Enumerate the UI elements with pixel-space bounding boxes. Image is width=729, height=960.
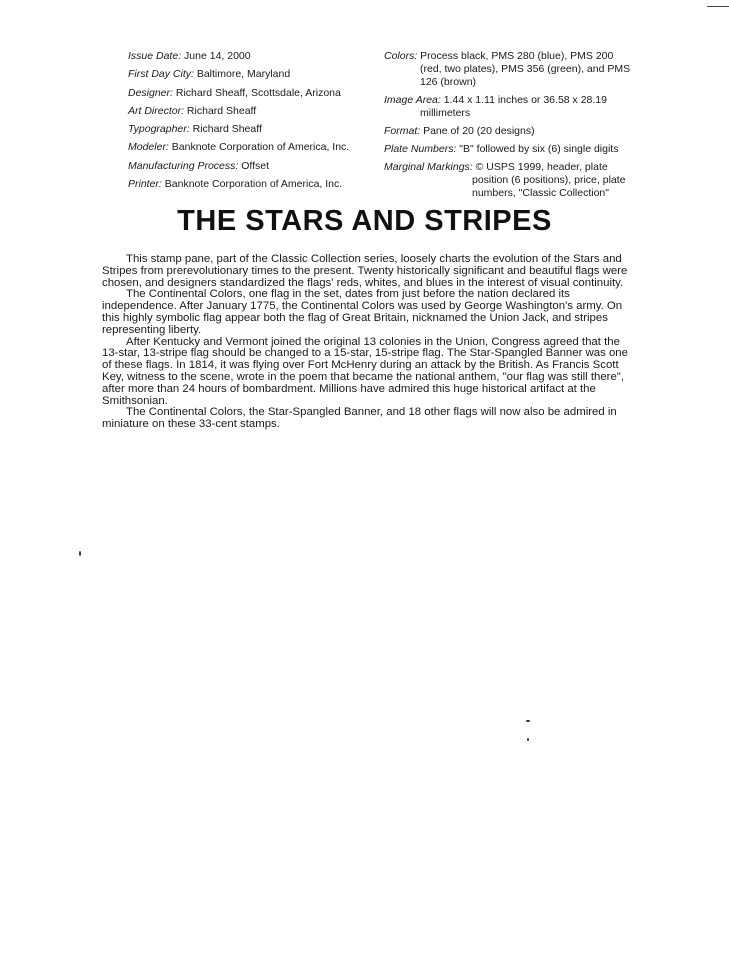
detail-issue-date: Issue Date: June 14, 2000 (128, 50, 251, 62)
scan-speck (527, 738, 529, 741)
detail-format: Format: Pane of 20 (20 designs) (384, 125, 535, 137)
stamp-details-right (384, 50, 634, 205)
paragraph: The Continental Colors, one flag in the set, dates from just before the nation declared its independence. After January 1775, the Continental Colors was used by George Washington's army. On this highly symbolic flag appear both the flag of Great Britain, nicknamed the Union Jack, and stripes representing liberty. (102, 288, 623, 336)
detail-art-director: Art Director: Richard Sheaff (128, 104, 257, 117)
detail-colors: Colors: Process black, PMS 280 (blue), PMS 200 (red, two plates), PMS 356 (green), and PMS 126 (brown) (384, 50, 631, 88)
scan-speck (79, 551, 81, 556)
detail-plate-numbers: Plate Numbers: "B" followed by six (6) single digits (384, 143, 619, 155)
detail-typographer: Typographer: Richard Sheaff (128, 123, 262, 136)
detail-designer: Designer: Richard Sheaff, Scottsdale, Arizona (128, 86, 341, 99)
scan-speck (526, 720, 530, 722)
document-title: THE STARS AND STRIPES (177, 205, 552, 237)
detail-manufacturing-process: Manufacturing Process: Offset (128, 159, 270, 172)
article-body (102, 254, 630, 431)
detail-printer: Printer: Banknote Corporation of America, Inc. (128, 178, 343, 191)
stamp-details-left (128, 50, 368, 196)
detail-first-day-city: First Day City: Baltimore, Maryland (128, 68, 291, 81)
paragraph: The Continental Colors, the Star-Spangled Banner, and 18 other flags will now also be admired in miniature on these 33-cent stamps. (102, 406, 617, 431)
detail-image-area: Image Area: 1.44 x 1.11 inches or 36.58 x 28.19 millimeters (384, 94, 607, 119)
paragraph: After Kentucky and Vermont joined the original 13 colonies in the Union, Congress agreed that the 13-star, 13-stripe flag should be changed to a 15-star, 15-stripe flag. The Star-Spangled Banner was one of these flags. In 1814, it was flying over Fort McHenry during an attack by the British. As Francis Scott Key, witness to the scene, wrote in the poem that became the national anthem, "our flag was still there", after more than 24 hours of bombardment. Millions have admired this huge historical artifact at the Smithsonian. (102, 335, 628, 407)
paragraph: This stamp pane, part of the Classic Collection series, loosely charts the evolution of the Stars and Stripes from prerevolutionary times to the present. Twenty historically significant and beautiful flags were chosen, and designers standardized the flags' reds, whites, and blues in the interest of visual continuity. (102, 253, 628, 289)
corner-mark (707, 6, 729, 7)
detail-marginal-markings: Marginal Markings: © USPS 1999, header, plate position (6 positions), price, plate numbers, "Classic Collection" (384, 161, 626, 199)
detail-modeler: Modeler: Banknote Corporation of America, Inc. (128, 141, 350, 154)
